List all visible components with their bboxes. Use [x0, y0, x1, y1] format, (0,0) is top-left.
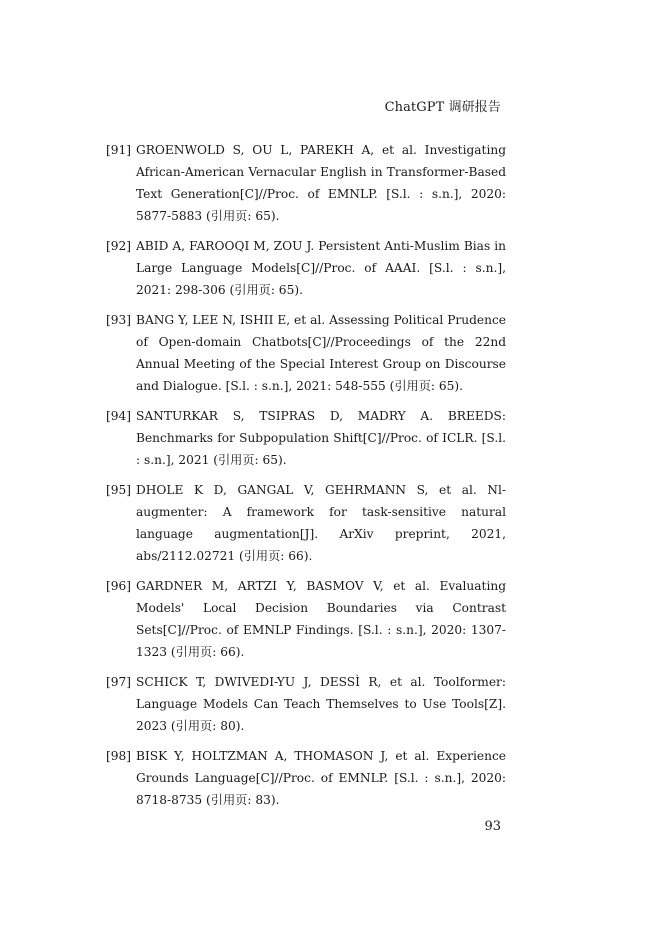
reference-number: [93] — [106, 313, 132, 327]
reference-text: ABID A, FAROOQI M, ZOU J. Persistent Anti-Muslim Bias in Large Language Models[C]//Proc. of AAAI. [S.l. : s.n.], 2021: 298-306 (引用页: 65). — [136, 239, 506, 297]
reference-item — [106, 405, 506, 471]
reference-item — [106, 309, 506, 397]
running-header: ChatGPT 调研报告 — [384, 100, 501, 115]
page-number: 93 — [484, 819, 501, 834]
reference-number: [91] — [106, 143, 132, 157]
reference-text: DHOLE K D, GANGAL V, GEHRMANN S, et al. Nl-augmenter: A framework for task-sensitive natural language augmentation[J]. ArXiv preprint, 2021, abs/2112.02721 (引用页: 66). — [136, 483, 506, 563]
reference-number: [98] — [106, 749, 132, 763]
reference-text: BANG Y, LEE N, ISHII E, et al. Assessing Political Prudence of Open-domain Chatbots[C]//Proceedings of the 22nd Annual Meeting of the Special Interest Group on Discourse and Dialogue. [S.l. : s.n.], 2021: 548-555 (引用页: 65). — [136, 313, 506, 393]
reference-item — [106, 575, 506, 663]
reference-number: [95] — [106, 483, 132, 497]
reference-item — [106, 139, 506, 227]
reference-number: [92] — [106, 239, 132, 253]
reference-text: SANTURKAR S, TSIPRAS D, MADRY A. BREEDS: Benchmarks for Subpopulation Shift[C]//Proc. of ICLR. [S.l. : s.n.], 2021 (引用页: 65). — [136, 409, 506, 467]
reference-text: GARDNER M, ARTZI Y, BASMOV V, et al. Evaluating Models' Local Decision Boundaries via Contrast Sets[C]//Proc. of EMNLP Findings. [S.l. : s.n.], 2020: 1307-1323 (引用页: 66). — [136, 579, 506, 659]
reference-text: BISK Y, HOLTZMAN A, THOMASON J, et al. Experience Grounds Language[C]//Proc. of EMNLP. [S.l. : s.n.], 2020: 8718-8735 (引用页: 83). — [136, 749, 506, 807]
reference-item — [106, 671, 506, 737]
reference-item — [106, 479, 506, 567]
reference-list — [106, 139, 506, 819]
reference-number: [94] — [106, 409, 132, 423]
reference-number: [97] — [106, 675, 132, 689]
reference-text: SCHICK T, DWIVEDI-YU J, DESSÌ R, et al. Toolformer: Language Models Can Teach Themselves to Use Tools[Z]. 2023 (引用页: 80). — [136, 675, 506, 733]
reference-text: GROENWOLD S, OU L, PAREKH A, et al. Investigating African-American Vernacular English in Transformer-Based Text Generation[C]//Proc. of EMNLP. [S.l. : s.n.], 2020: 5877-5883 (引用页: 65). — [136, 143, 506, 223]
reference-item — [106, 745, 506, 811]
reference-item — [106, 235, 506, 301]
reference-number: [96] — [106, 579, 132, 593]
